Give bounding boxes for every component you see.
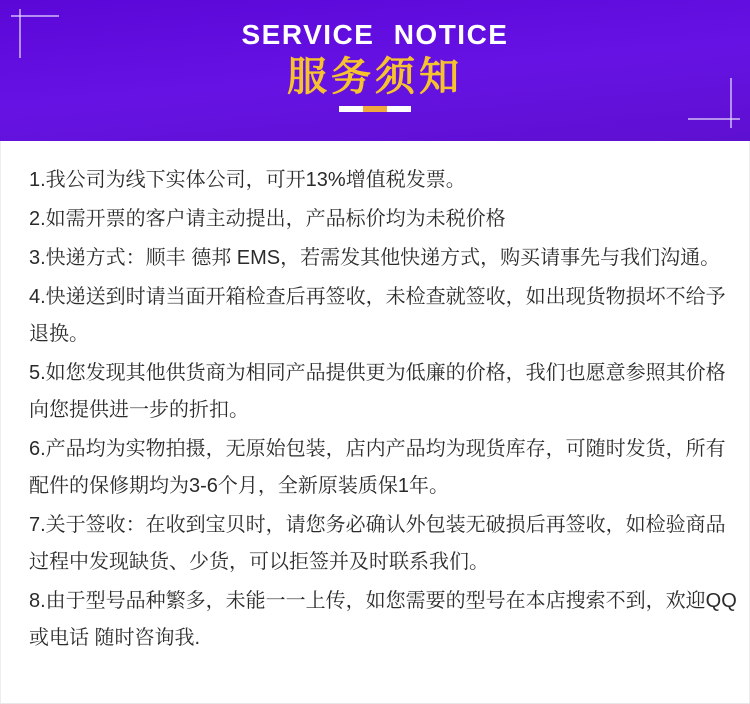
notice-item-1: 1.我公司为线下实体公司，可开13%增值税发票。 <box>29 169 466 191</box>
crop-mark-right-horizontal <box>688 118 740 120</box>
notice-item-5: 5.如您发现其他供货商为相同产品提供更为低廉的价格，我们也愿意参照其价格向您提供进一步的折扣。 <box>29 362 726 421</box>
title-chinese: 服务须知 <box>287 55 463 99</box>
notice-item-7: 7.关于签收：在收到宝贝时，请您务必确认外包装无破损后再签收，如检验商品过程中发现缺货、少货，可以拒签并及时联系我们。 <box>29 514 726 573</box>
title-english: SERVICE NOTICE <box>241 19 509 50</box>
notice-item-6: 6.产品均为实物拍摄，无原始包装，店内产品均为现货库存，可随时发货，所有配件的保修期均为3-6个月，全新原装质保1年。 <box>29 438 726 497</box>
divider-segment-left <box>339 106 363 112</box>
divider-segment-right <box>387 106 411 112</box>
header-banner <box>0 0 750 141</box>
divider-segment-center <box>363 106 387 112</box>
notice-item-8: 8.由于型号品种繁多，未能一一上传，如您需要的型号在本店搜索不到，欢迎QQ或电话 随时咨询我. <box>29 590 737 649</box>
title-divider <box>339 106 411 112</box>
notice-item-2: 2.如需开票的客户请主动提出，产品标价均为未税价格 <box>29 208 506 230</box>
notice-item-4: 4.快递送到时请当面开箱检查后再签收，未检查就签收，如出现货物损坏不给予退换。 <box>29 286 726 345</box>
crop-mark-top-left-horizontal <box>11 15 59 17</box>
crop-mark-right-vertical <box>730 78 732 128</box>
notice-item-3: 3.快递方式：顺丰 德邦 EMS，若需发其他快递方式，购买请事先与我们沟通。 <box>29 247 721 269</box>
notice-list <box>0 141 750 704</box>
